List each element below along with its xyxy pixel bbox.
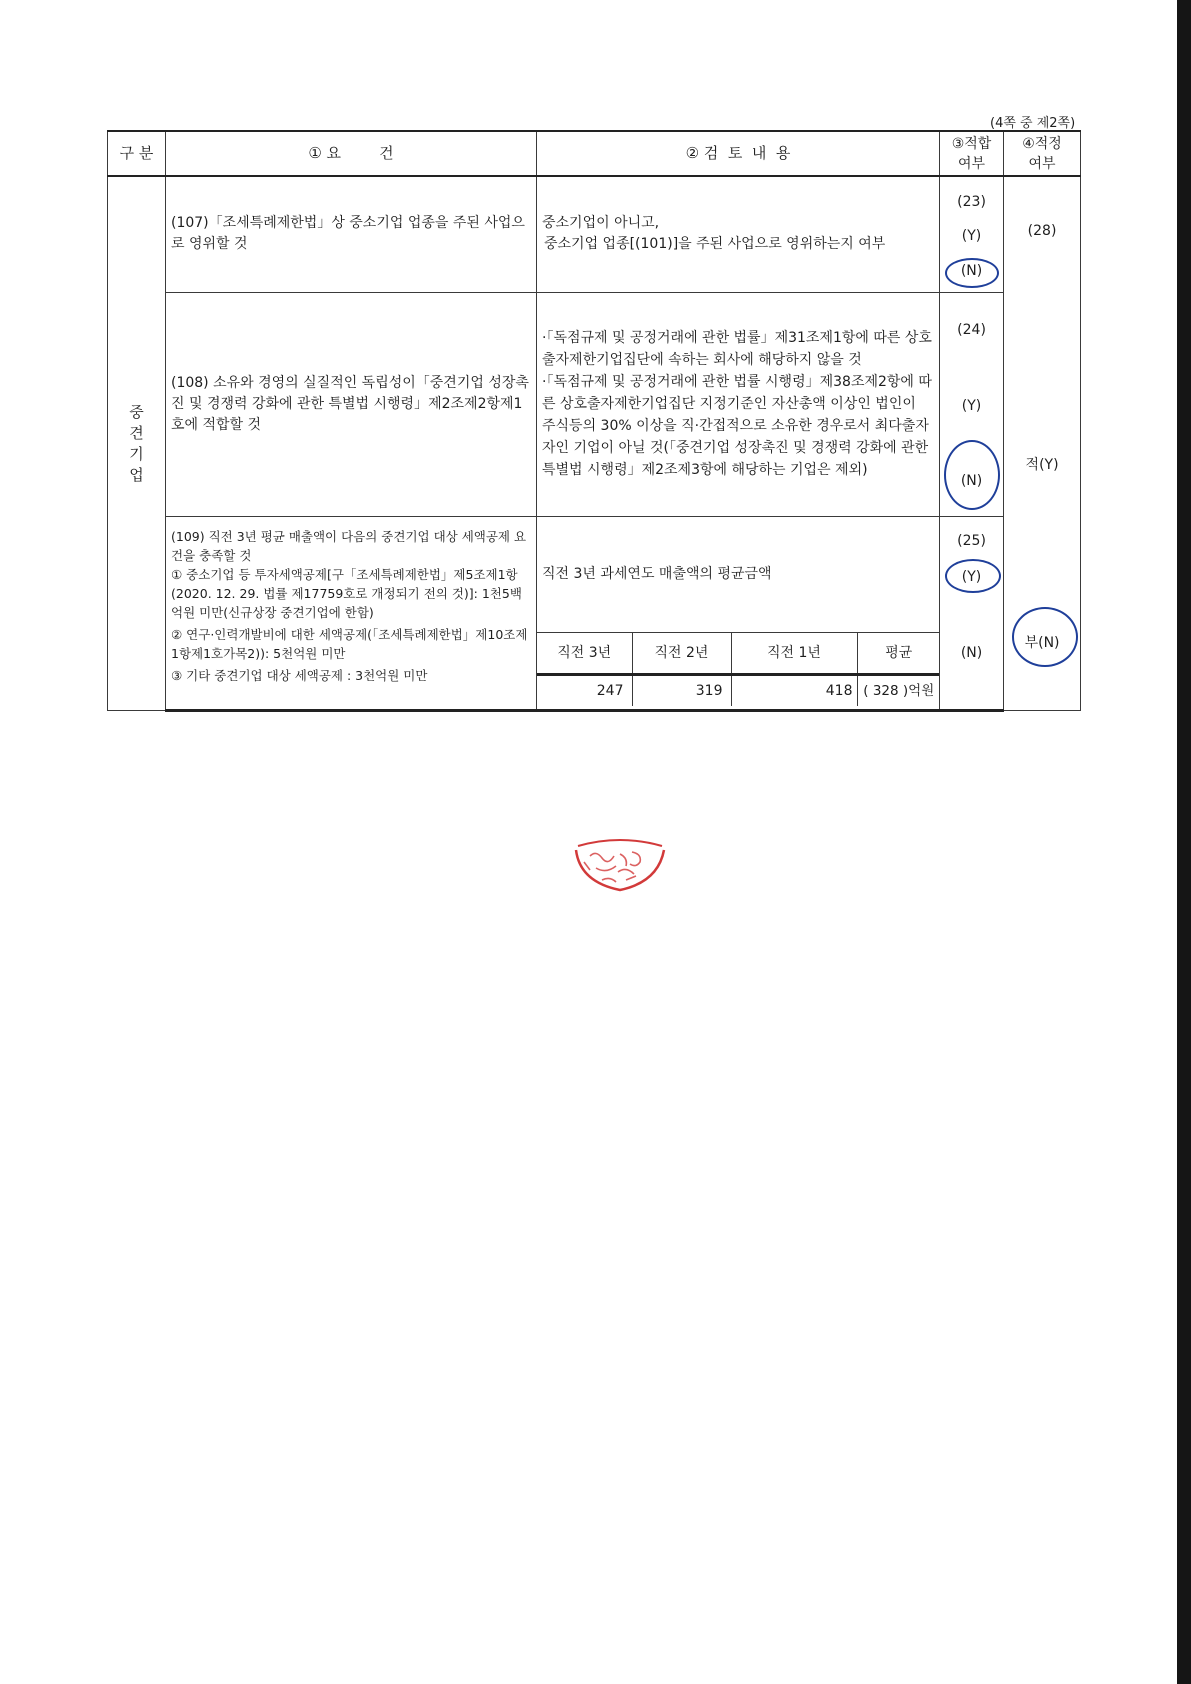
scan-edge	[1177, 0, 1191, 1684]
category-label: 중견기업	[129, 402, 144, 484]
req-108: (108) 소유와 경영의 실질적인 독립성이「중견기업 성장촉진 및 경쟁력 강화에 관한 특별법 시행령」제2조제2항제1호에 적합할 것	[166, 292, 537, 517]
fit-107-no[interactable]: (N)	[960, 262, 983, 279]
category-cell	[108, 176, 166, 711]
fit-107-yes[interactable]: (Y)	[961, 227, 982, 244]
header-review: ② 검 토 내 용	[537, 131, 940, 176]
fit-109	[940, 517, 1004, 711]
circle-mark-108	[944, 440, 1000, 510]
sales-header-avg: 평균	[857, 633, 940, 674]
header-requirement: ① 요 건	[166, 131, 537, 176]
sales-value-row	[537, 674, 940, 706]
fit-109-number: (25)	[957, 532, 986, 549]
header-gubun: 구 분	[108, 131, 166, 176]
fit-107	[940, 176, 1004, 292]
circle-mark-109	[945, 559, 1001, 593]
header-proper: ④적정 여부	[1004, 131, 1081, 176]
proper-number: (28)	[1027, 223, 1057, 239]
req-107: (107)「조세특례제한법」상 중소기업 업종을 주된 사업으로 영위할 것	[166, 176, 537, 292]
sales-table	[537, 633, 940, 706]
fit-107-number: (23)	[957, 193, 986, 210]
sales-header-2y: 직전 2년	[632, 633, 731, 674]
fit-108-yes[interactable]: (Y)	[961, 397, 982, 414]
sales-value-1y: 418	[731, 674, 857, 706]
proper-no[interactable]: 부(N)	[1024, 635, 1060, 651]
header-fit: ③적합 여부	[940, 131, 1004, 176]
seal-stamp	[570, 836, 670, 894]
page-number: (4쪽 중 제2쪽)	[990, 116, 1076, 131]
sales-header-3y: 직전 3년	[537, 633, 632, 674]
review-table	[107, 130, 1081, 712]
review-107: 중소기업이 아니고, 중소기업 업종[(101)]을 주된 사업으로 영위하는지 여부	[537, 176, 940, 292]
row-108	[108, 292, 1081, 517]
fit-109-yes[interactable]: (Y)	[961, 568, 982, 585]
sales-header-row	[537, 633, 940, 674]
proper-yes[interactable]: 적(Y)	[1025, 457, 1059, 473]
review-108: ·「독점규제 및 공정거래에 관한 법률」제31조제1항에 따른 상호출자제한기업집단에 속하는 회사에 해당하지 않을 것 ·「독점규제 및 공정거래에 관한 법률 시행령」제38조제2항에 따른 상호출자제한기업집단 지정기준인 자산총액 이상인 법인이 주식등의 30% 이상을 직·간접적으로 소유한 경우로서 최다출자자인 기업이 아닐 것(「중견기업 성장촉진 및 경쟁력 강화에 관한 특별법 시행령」제2조제3항에 해당하는 기업은 제외)	[537, 292, 940, 517]
circle-mark-proper	[1012, 607, 1078, 667]
req-109: (109) 직전 3년 평균 매출액이 다음의 중견기업 대상 세액공제 요건을 충족할 것 ① 중소기업 등 투자세액공제[구「조세특례제한법」제5조제1항(2020. 12. 29. 법률 제17759호로 개정되기 전의 것)]: 1천5백억원 미만(신규상장 중견기업에 한함) ② 연구·인력개발비에 대한 세액공제(「조세특례제한법」제10조제1항제1호가목2)): 5천억원 미만 ③ 기타 중견기업 대상 세액공제 : 3천억원 미만	[166, 517, 537, 711]
review-109: 직전 3년 과세연도 매출액의 평균금액 직전 3년 직전 2년 직전 1년 평균 247 319 418 ( 328 )억원	[537, 517, 940, 711]
sales-value-avg: ( 328 )억원	[857, 674, 940, 706]
row-107	[108, 176, 1081, 292]
fit-108	[940, 292, 1004, 517]
proper-cell	[1004, 176, 1081, 711]
sales-header-1y: 직전 1년	[731, 633, 857, 674]
header-row	[108, 131, 1081, 176]
sales-value-3y: 247	[537, 674, 632, 706]
sales-value-2y: 319	[632, 674, 731, 706]
fit-108-no[interactable]: (N)	[960, 472, 983, 489]
fit-108-number: (24)	[957, 321, 986, 338]
row-109	[108, 517, 1081, 711]
circle-mark-107	[945, 258, 999, 288]
fit-109-no[interactable]: (N)	[960, 644, 983, 661]
